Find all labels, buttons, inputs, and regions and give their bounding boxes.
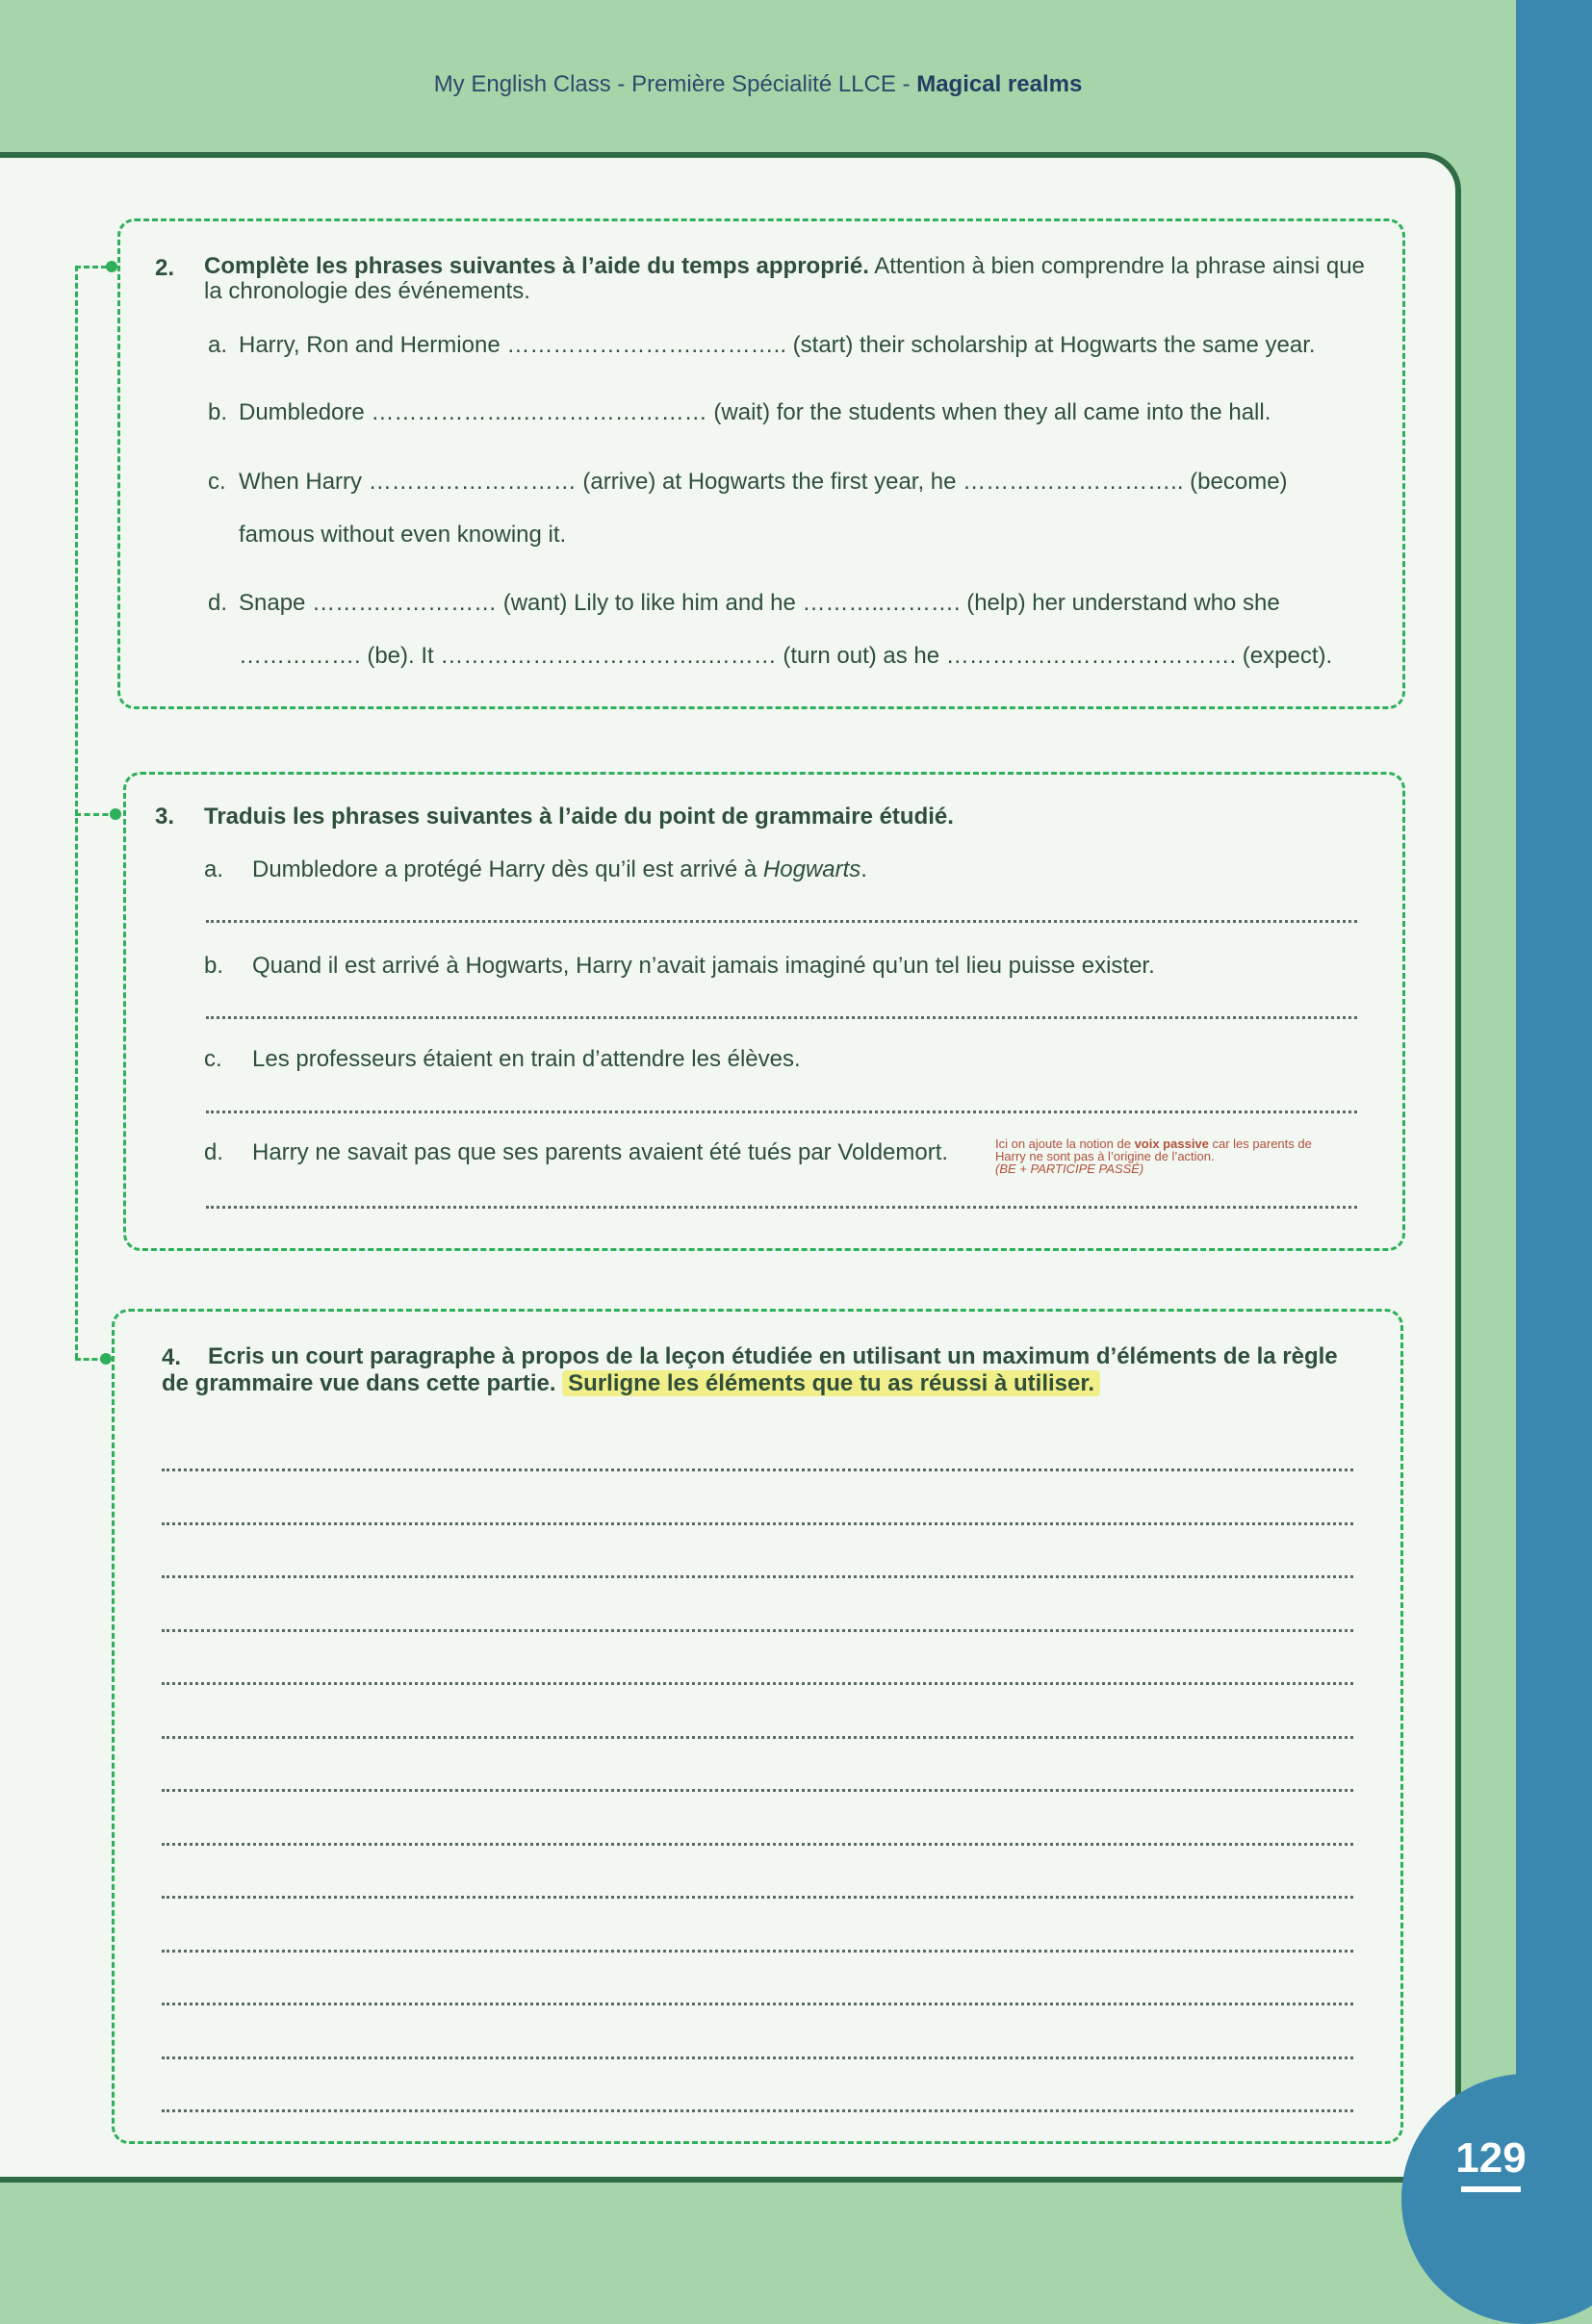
exercise-3-item-a: [252, 856, 867, 884]
page-number-underline: [1461, 2186, 1521, 2192]
exercise-2-letter-c: c.: [208, 469, 226, 495]
exercise-4-instruction: [162, 1343, 1360, 1397]
exercise-2-item-d-line2: ……………. (be). It ……………………………..……… (turn out) as he ………….……………………. (expect).: [239, 643, 1333, 669]
answer-line-4[interactable]: [162, 1575, 1353, 1578]
exercise-3-item-a-italic: Hogwarts: [762, 856, 861, 882]
answer-line-4[interactable]: [162, 2056, 1353, 2059]
exercise-3-letter-a: a.: [204, 856, 224, 882]
exercise-3-item-c: Les professeurs étaient en train d’attendre les élèves.: [252, 1046, 801, 1072]
connector-line: [75, 266, 78, 1359]
connector-dot-2: [106, 261, 117, 272]
teacher-note-bold: voix passive: [1134, 1136, 1209, 1151]
answer-line-4[interactable]: [162, 1843, 1353, 1846]
answer-line-4[interactable]: [162, 1950, 1353, 1953]
exercise-2-number: 2.: [155, 255, 175, 281]
teacher-note-line2: Harry ne sont pas à l’origine de l’action.: [995, 1149, 1215, 1163]
exercise-3-number: 3.: [155, 804, 175, 830]
exercise-2-item-c-line2: famous without even knowing it.: [239, 522, 567, 548]
answer-line-3a[interactable]: [206, 920, 1357, 923]
exercise-4-instruction-text: Ecris un court paragraphe à propos de la leçon étudiée en utilisant un maximum d’éléments de la règle de grammaire vue dans cette partie.: [162, 1343, 1338, 1396]
teacher-note-line3: (BE + PARTICIPE PASSÉ): [995, 1162, 1144, 1176]
exercise-2-letter-b: b.: [208, 399, 228, 425]
answer-line-4[interactable]: [162, 1522, 1353, 1525]
page-number: 129: [1455, 2134, 1527, 2182]
exercise-2-item-d-line1: Snape …………………… (want) Lily to like him and he ………..………. (help) her understand who she: [239, 590, 1280, 616]
answer-line-3b[interactable]: [206, 1016, 1357, 1019]
connector-dot-3: [110, 808, 121, 820]
exercise-2-item-a: Harry, Ron and Hermione ……………………..……….. (start) their scholarship at Hogwarts the same year.: [239, 332, 1316, 358]
answer-line-4[interactable]: [162, 1682, 1353, 1685]
exercise-2-instruction-rest: Attention à bien comprendre la phrase ainsi que la chronologie des événements.: [204, 253, 1365, 304]
exercise-4-number: 4.: [162, 1344, 182, 1370]
exercise-4-box: [112, 1309, 1403, 2144]
answer-line-4[interactable]: [162, 1468, 1353, 1471]
exercise-3-letter-c: c.: [204, 1046, 222, 1072]
exercise-3-instruction: Traduis les phrases suivantes à l’aide du point de grammaire étudié.: [204, 804, 954, 830]
answer-line-4[interactable]: [162, 1789, 1353, 1792]
exercise-2-letter-d: d.: [208, 590, 228, 616]
header-section: Magical realms: [916, 71, 1083, 97]
exercise-3-letter-b: b.: [204, 953, 224, 979]
header-prefix: My English Class - Première Spécialité LLCE -: [433, 71, 917, 97]
side-band: [1516, 0, 1592, 2251]
exercise-2-instruction-bold: Complète les phrases suivantes à l’aide du temps approprié.: [204, 253, 869, 279]
exercise-3-box: [123, 772, 1405, 1251]
answer-line-3d[interactable]: [206, 1206, 1357, 1209]
exercise-4-highlight: Surligne les éléments que tu as réussi à utiliser.: [562, 1370, 1100, 1396]
teacher-note-pre: Ici on ajoute la notion de: [995, 1136, 1135, 1151]
exercise-2-item-b: Dumbledore ………………..…………………… (wait) for the students when they all came into the hall.: [239, 399, 1271, 425]
exercise-2-letter-a: a.: [208, 332, 228, 358]
page-header: [0, 71, 1516, 98]
exercise-2-instruction: [204, 254, 1376, 304]
answer-line-4[interactable]: [162, 1629, 1353, 1632]
teacher-note-post: car les parents de: [1208, 1136, 1312, 1151]
exercise-2-item-c-line1: When Harry ……………………… (arrive) at Hogwarts the first year, he ……………………….. (become): [239, 469, 1288, 495]
exercise-3-item-a-text: Dumbledore a protégé Harry dès qu’il est arrivé à: [252, 856, 763, 882]
exercise-3-item-b: Quand il est arrivé à Hogwarts, Harry n’avait jamais imaginé qu’un tel lieu puisse exister.: [252, 953, 1155, 979]
answer-line-3c[interactable]: [206, 1111, 1357, 1113]
answer-line-4[interactable]: [162, 1736, 1353, 1739]
answer-line-4[interactable]: [162, 1896, 1353, 1899]
connector-dot-4: [100, 1353, 112, 1365]
exercise-3-item-d: Harry ne savait pas que ses parents avaient été tués par Voldemort.: [252, 1139, 949, 1165]
exercise-3-item-a-end: .: [860, 856, 867, 882]
answer-line-4[interactable]: [162, 2109, 1353, 2112]
exercise-3-letter-d: d.: [204, 1139, 224, 1165]
answer-line-4[interactable]: [162, 2003, 1353, 2005]
